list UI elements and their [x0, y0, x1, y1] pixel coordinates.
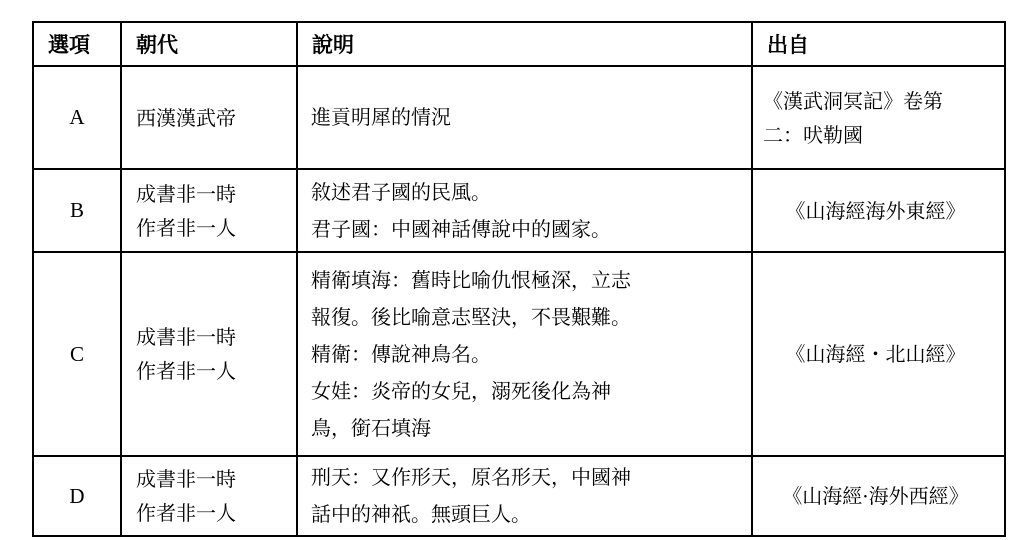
description-cell — [297, 456, 752, 536]
description-line: 報復。後比喻意志堅決，不畏艱難。 — [311, 304, 631, 329]
header-dynasty: 朝代 — [121, 22, 297, 66]
dynasty-line: 作者非一人 — [136, 359, 236, 383]
source-cell — [752, 252, 1005, 456]
dynasty-line: 作者非一人 — [136, 501, 236, 525]
description-line: 刑天：又作形天，原名形天，中國神 — [311, 465, 631, 489]
table-row — [33, 169, 1005, 252]
option-cell: B — [33, 169, 121, 252]
table-row — [33, 252, 1005, 456]
description-cell — [297, 252, 752, 456]
header-source: 出自 — [752, 22, 1005, 66]
dynasty-cell — [121, 66, 297, 169]
dynasty-cell — [121, 456, 297, 536]
description-cell — [297, 66, 752, 169]
description-line: 敘述君子國的民風。 — [311, 179, 491, 204]
source-cell — [752, 66, 1005, 169]
description-line: 精衛填海：舊時比喻仇恨極深，立志 — [311, 267, 631, 292]
description-line: 君子國：中國神話傳說中的國家。 — [311, 216, 611, 241]
table-header-row — [33, 22, 1005, 66]
header-description: 說明 — [297, 22, 752, 66]
table-row — [33, 66, 1005, 169]
option-cell: C — [33, 252, 121, 456]
description-line: 鳥，銜石填海 — [311, 415, 431, 440]
dynasty-line: 成書非一時 — [136, 181, 236, 206]
source-line: 《漢武洞冥記》卷第 — [763, 88, 943, 113]
source-line: 二：吠勒國 — [763, 122, 863, 147]
dynasty-line: 西漢漢武帝 — [136, 105, 236, 130]
header-option: 選項 — [33, 22, 121, 66]
table-row — [33, 456, 1005, 536]
dynasty-line: 成書非一時 — [136, 467, 236, 491]
option-cell: A — [33, 66, 121, 169]
comparison-table — [32, 21, 1006, 537]
source-line: 《山海經海外東經》 — [785, 198, 966, 223]
dynasty-line: 成書非一時 — [136, 325, 236, 349]
description-line: 進貢明犀的情況 — [311, 105, 451, 129]
source-line: 《山海經·海外西經》 — [782, 484, 969, 508]
dynasty-cell — [121, 252, 297, 456]
source-line: 《山海經・北山經》 — [785, 342, 966, 366]
description-line: 話中的神祇。無頭巨人。 — [311, 502, 531, 526]
description-cell — [297, 169, 752, 252]
description-line: 女娃：炎帝的女兒，溺死後化為神 — [311, 378, 611, 403]
source-cell — [752, 456, 1005, 536]
dynasty-line: 作者非一人 — [136, 215, 236, 240]
option-cell: D — [33, 456, 121, 536]
source-cell — [752, 169, 1005, 252]
description-line: 精衛：傳說神鳥名。 — [311, 341, 491, 366]
dynasty-cell — [121, 169, 297, 252]
